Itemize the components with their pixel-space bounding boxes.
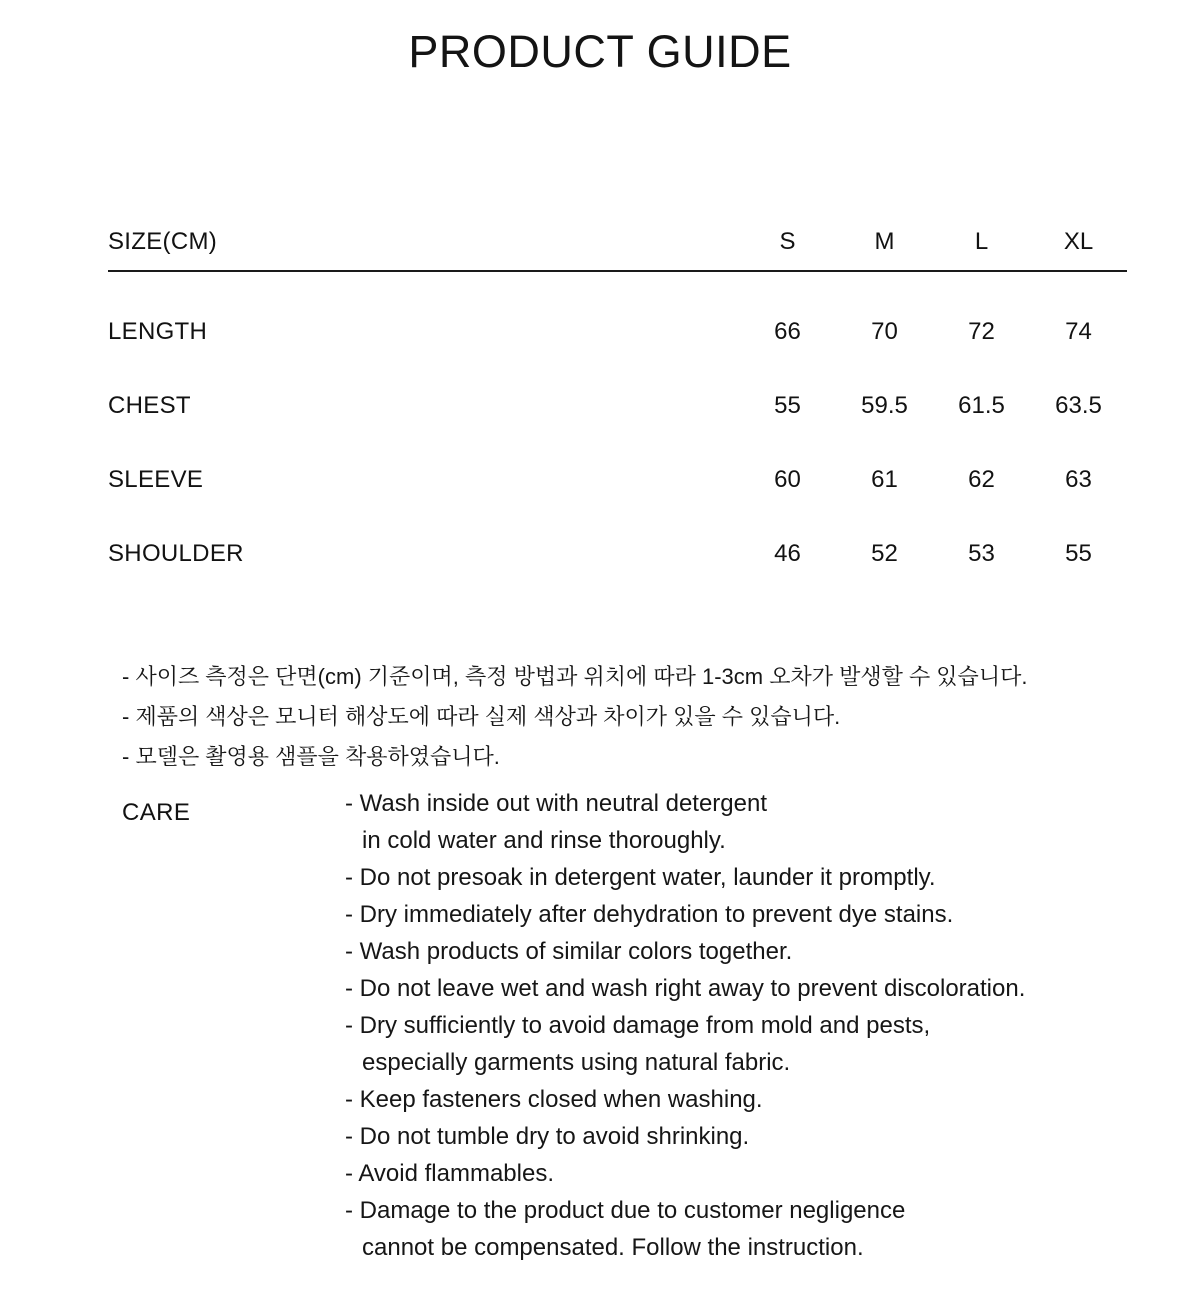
row-label: SLEEVE xyxy=(108,466,204,493)
column-header-xl: XL xyxy=(1063,228,1094,255)
row-label: LENGTH xyxy=(108,318,208,345)
cell-value: 66 xyxy=(774,318,801,345)
care-line: - Damage to the product due to customer negligence xyxy=(345,1197,906,1224)
care-section xyxy=(122,785,1200,1266)
cell-value: 55 xyxy=(774,392,801,419)
cell-value: 62 xyxy=(968,466,995,493)
care-line: - Wash products of similar colors together. xyxy=(345,938,793,965)
cell-value: 61 xyxy=(871,466,898,493)
row-label: CHEST xyxy=(108,392,191,419)
table-row-sleeve xyxy=(108,466,1127,494)
row-label: SHOULDER xyxy=(108,540,244,567)
cell-value: 46 xyxy=(774,540,801,567)
care-line: - Dry sufficiently to avoid damage from mold and pests, xyxy=(345,1012,931,1039)
table-row-shoulder xyxy=(108,540,1127,568)
cell-value: 63.5 xyxy=(1055,392,1102,419)
care-line: - Dry immediately after dehydration to prevent dye stains. xyxy=(345,901,954,928)
column-header-l: L xyxy=(974,228,989,255)
cell-value: 53 xyxy=(968,540,995,567)
size-notes xyxy=(122,657,1200,777)
care-line: cannot be compensated. Follow the instruction. xyxy=(362,1234,864,1261)
column-header-m: M xyxy=(874,228,895,255)
note-model: - 모델은 촬영용 샘플을 착용하였습니다. xyxy=(122,744,500,769)
cell-value: 60 xyxy=(774,466,801,493)
care-line: - Do not presoak in detergent water, launder it promptly. xyxy=(345,864,936,891)
note-color: - 제품의 색상은 모니터 해상도에 따라 실제 색상과 차이가 있을 수 있습니다. xyxy=(122,704,841,729)
size-table-header xyxy=(108,228,1127,272)
care-line: - Do not tumble dry to avoid shrinking. xyxy=(345,1123,750,1150)
cell-value: 55 xyxy=(1065,540,1092,567)
care-label: CARE xyxy=(122,799,191,826)
care-line: - Avoid flammables. xyxy=(345,1160,554,1187)
cell-value: 74 xyxy=(1065,318,1092,345)
cell-value: 72 xyxy=(968,318,995,345)
note-measurement: - 사이즈 측정은 단면(cm) 기준이며, 측정 방법과 위치에 따라 1-3cm 오차가 발생할 수 있습니다. xyxy=(122,664,1028,689)
table-row-chest xyxy=(108,392,1127,420)
cell-value: 61.5 xyxy=(958,392,1005,419)
care-line: - Keep fasteners closed when washing. xyxy=(345,1086,763,1113)
cell-value: 70 xyxy=(871,318,898,345)
care-instructions xyxy=(345,785,1200,1266)
page-title: PRODUCT GUIDE xyxy=(408,26,792,77)
care-line: - Wash inside out with neutral detergent xyxy=(345,790,768,817)
size-table-header-label: SIZE(CM) xyxy=(108,228,218,255)
cell-value: 52 xyxy=(871,540,898,567)
care-line: - Do not leave wet and wash right away to prevent discoloration. xyxy=(345,975,1026,1002)
size-table xyxy=(108,228,1127,568)
cell-value: 59.5 xyxy=(861,392,908,419)
column-header-s: S xyxy=(779,228,796,255)
care-line: especially garments using natural fabric. xyxy=(362,1049,791,1076)
table-row-length xyxy=(108,318,1127,346)
cell-value: 63 xyxy=(1065,466,1092,493)
care-line: in cold water and rinse thoroughly. xyxy=(362,827,726,854)
